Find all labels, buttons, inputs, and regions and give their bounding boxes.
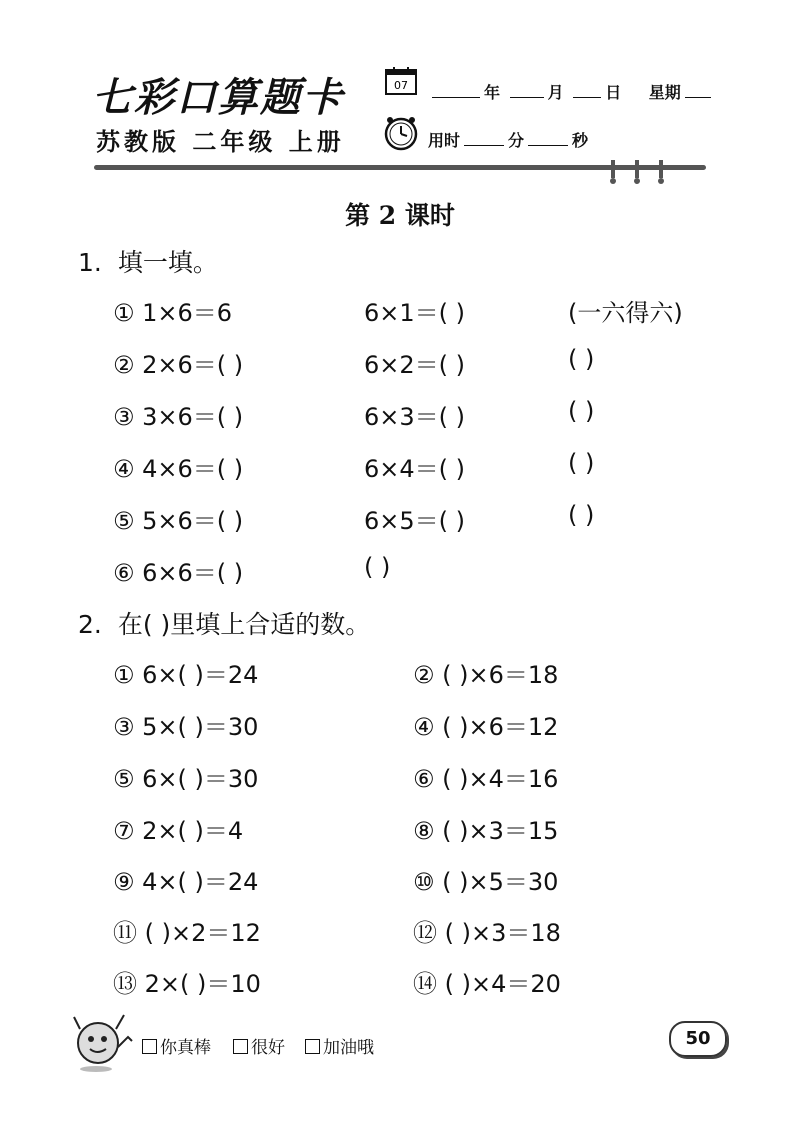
year-label: 年 xyxy=(484,83,501,102)
year-blank[interactable] xyxy=(432,83,480,98)
s2-row5-left[interactable]: ⑨ 4×( )＝24 xyxy=(113,868,259,896)
s2-row1-right[interactable]: ② ( )×6＝18 xyxy=(413,661,559,689)
s1-row5-a[interactable]: ⑤ 5×6＝( ) xyxy=(113,507,244,535)
calendar-day: 07 xyxy=(394,79,408,92)
s1-row6-a[interactable]: ⑥ 6×6＝( ) xyxy=(113,559,244,587)
checkbox-icon[interactable] xyxy=(233,1039,248,1054)
rating-try-harder[interactable] xyxy=(305,1033,374,1058)
s2-row4-right[interactable]: ⑧ ( )×3＝15 xyxy=(413,817,559,845)
section2-heading xyxy=(78,605,370,641)
rating-great[interactable] xyxy=(142,1033,211,1058)
seconds-blank[interactable] xyxy=(528,131,568,146)
s1-row3-c[interactable]: ( ) xyxy=(568,397,595,425)
checkbox-icon[interactable] xyxy=(305,1039,320,1054)
page-number: 50 xyxy=(669,1021,727,1057)
s1-row3-b[interactable]: 6×3＝( ) xyxy=(364,403,466,431)
minutes-blank[interactable] xyxy=(464,131,504,146)
clock-icon xyxy=(383,115,419,151)
section1-number: 1. xyxy=(78,248,102,277)
s1-row2-b[interactable]: 6×2＝( ) xyxy=(364,351,466,379)
rating-great-label: 你真棒 xyxy=(160,1038,211,1058)
s1-row6-b[interactable]: ( ) xyxy=(364,553,391,581)
edition-label: 苏教版 二年级 上册 xyxy=(96,128,345,156)
rating-good-label: 很好 xyxy=(251,1038,285,1058)
s2-row3-right[interactable]: ⑥ ( )×4＝16 xyxy=(413,765,559,793)
seconds-label: 秒 xyxy=(572,131,589,150)
s2-row3-left[interactable]: ⑤ 6×( )＝30 xyxy=(113,765,259,793)
section2-number: 2. xyxy=(78,610,102,639)
day-label: 日 xyxy=(605,83,622,102)
month-blank[interactable] xyxy=(510,83,544,98)
s1-row1-c: (一六得六) xyxy=(568,299,683,327)
s1-row4-c[interactable]: ( ) xyxy=(568,449,595,477)
s1-row3-a[interactable]: ③ 3×6＝( ) xyxy=(113,403,244,431)
weekday-label: 星期 xyxy=(648,83,681,102)
checkbox-icon[interactable] xyxy=(142,1039,157,1054)
minutes-label: 分 xyxy=(508,131,525,150)
section2-title: 在( )里填上合适的数。 xyxy=(117,610,371,639)
section1-title: 填一填。 xyxy=(117,248,218,277)
lesson-title: 第 2 课时 xyxy=(345,201,455,230)
calendar-icon xyxy=(385,67,417,95)
s1-row2-a[interactable]: ② 2×6＝( ) xyxy=(113,351,244,379)
mascot-icon xyxy=(66,1007,136,1073)
time-used-label: 用时 xyxy=(428,131,461,150)
s2-row6-left[interactable]: ⑪ ( )×2＝12 xyxy=(113,919,261,947)
time-line xyxy=(428,128,588,151)
s1-row1-a: ① 1×6＝6 xyxy=(113,299,233,327)
section1-heading xyxy=(78,243,218,279)
s1-row2-c[interactable]: ( ) xyxy=(568,345,595,373)
s2-row6-right[interactable]: ⑫ ( )×3＝18 xyxy=(413,919,561,947)
s2-row2-right[interactable]: ④ ( )×6＝12 xyxy=(413,713,559,741)
s2-row7-right[interactable]: ⑭ ( )×4＝20 xyxy=(413,970,561,998)
s1-row5-c[interactable]: ( ) xyxy=(568,501,595,529)
s1-row5-b[interactable]: 6×5＝( ) xyxy=(364,507,466,535)
ring-binder-icon xyxy=(646,160,676,186)
s2-row1-left[interactable]: ① 6×( )＝24 xyxy=(113,661,259,689)
weekday-blank[interactable] xyxy=(685,83,711,98)
date-line xyxy=(428,80,715,103)
day-blank[interactable] xyxy=(573,83,601,98)
rating-try-harder-label: 加油哦 xyxy=(323,1038,374,1058)
s2-row2-left[interactable]: ③ 5×( )＝30 xyxy=(113,713,259,741)
month-label: 月 xyxy=(547,83,564,102)
s1-row4-b[interactable]: 6×4＝( ) xyxy=(364,455,466,483)
rating-good[interactable] xyxy=(233,1033,285,1058)
s1-row4-a[interactable]: ④ 4×6＝( ) xyxy=(113,455,244,483)
s2-row7-left[interactable]: ⑬ 2×( )＝10 xyxy=(113,970,261,998)
brand-title: 七彩口算题卡 xyxy=(92,74,344,121)
s1-row1-b[interactable]: 6×1＝( ) xyxy=(364,299,466,327)
s2-row5-right[interactable]: ⑩ ( )×5＝30 xyxy=(413,868,559,896)
s2-row4-left[interactable]: ⑦ 2×( )＝4 xyxy=(113,817,244,845)
